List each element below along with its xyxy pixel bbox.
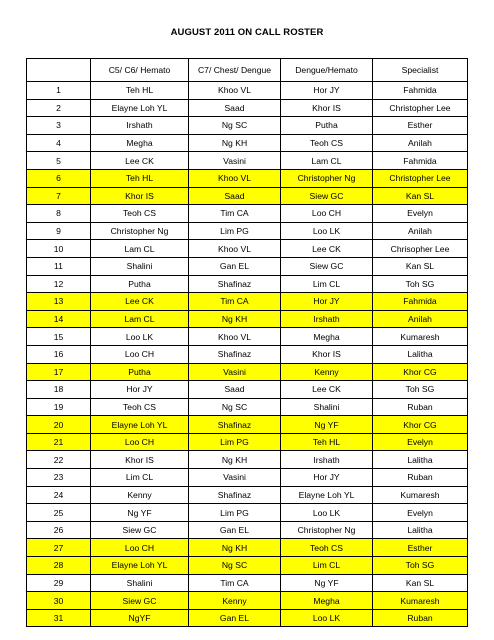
cell-day: 2 xyxy=(27,99,91,117)
cell-c7-chest-dengue: Shafinaz xyxy=(189,486,281,504)
cell-specialist: Toh SG xyxy=(373,557,468,575)
cell-specialist: Kan SL xyxy=(373,574,468,592)
cell-c5c6-hemato: Loo LK xyxy=(91,328,189,346)
cell-c5c6-hemato: Loo CH xyxy=(91,539,189,557)
cell-c5c6-hemato: Shalini xyxy=(91,257,189,275)
table-row xyxy=(27,310,468,328)
cell-dengue-hemato: Teoh CS xyxy=(281,539,373,557)
table-row xyxy=(27,521,468,539)
cell-c5c6-hemato: Christopher Ng xyxy=(91,222,189,240)
cell-day: 25 xyxy=(27,504,91,522)
cell-dengue-hemato: Lam CL xyxy=(281,152,373,170)
table-row xyxy=(27,257,468,275)
cell-dengue-hemato: Teoh CS xyxy=(281,134,373,152)
cell-c7-chest-dengue: Vasini xyxy=(189,152,281,170)
cell-specialist: Kan SL xyxy=(373,187,468,205)
cell-specialist: Kumaresh xyxy=(373,592,468,610)
cell-day: 27 xyxy=(27,539,91,557)
table-row xyxy=(27,381,468,399)
cell-specialist: Ruban xyxy=(373,398,468,416)
header-dengue-hemato: Dengue/Hemato xyxy=(281,59,373,82)
cell-day: 15 xyxy=(27,328,91,346)
cell-dengue-hemato: Lim CL xyxy=(281,275,373,293)
cell-specialist: Esther xyxy=(373,117,468,135)
cell-dengue-hemato: Christopher Ng xyxy=(281,169,373,187)
table-row xyxy=(27,557,468,575)
cell-c7-chest-dengue: Ng SC xyxy=(189,557,281,575)
cell-dengue-hemato: Teh HL xyxy=(281,433,373,451)
cell-specialist: Anilah xyxy=(373,310,468,328)
cell-c7-chest-dengue: Ng SC xyxy=(189,117,281,135)
table-row xyxy=(27,169,468,187)
cell-c7-chest-dengue: Khoo VL xyxy=(189,328,281,346)
table-row xyxy=(27,363,468,381)
cell-c5c6-hemato: Loo CH xyxy=(91,433,189,451)
cell-day: 31 xyxy=(27,609,91,627)
table-row xyxy=(27,275,468,293)
cell-dengue-hemato: Irshath xyxy=(281,310,373,328)
cell-c5c6-hemato: Lim CL xyxy=(91,469,189,487)
cell-c7-chest-dengue: Kenny xyxy=(189,592,281,610)
table-row xyxy=(27,187,468,205)
cell-day: 30 xyxy=(27,592,91,610)
table-row xyxy=(27,205,468,223)
cell-c7-chest-dengue: Khoo VL xyxy=(189,240,281,258)
cell-dengue-hemato: Khor IS xyxy=(281,99,373,117)
table-row xyxy=(27,328,468,346)
cell-c5c6-hemato: Lam CL xyxy=(91,240,189,258)
cell-c7-chest-dengue: Lim PG xyxy=(189,433,281,451)
cell-specialist: Ruban xyxy=(373,609,468,627)
cell-c5c6-hemato: Teh HL xyxy=(91,169,189,187)
cell-specialist: Fahmida xyxy=(373,152,468,170)
cell-c5c6-hemato: Siew GC xyxy=(91,521,189,539)
cell-c7-chest-dengue: Vasini xyxy=(189,469,281,487)
cell-c7-chest-dengue: Tim CA xyxy=(189,293,281,311)
cell-c5c6-hemato: Teoh CS xyxy=(91,398,189,416)
cell-c5c6-hemato: Teoh CS xyxy=(91,205,189,223)
table-row xyxy=(27,222,468,240)
cell-specialist: Christopher Lee xyxy=(373,169,468,187)
cell-day: 1 xyxy=(27,82,91,100)
cell-c5c6-hemato: Putha xyxy=(91,275,189,293)
cell-c7-chest-dengue: Ng KH xyxy=(189,451,281,469)
cell-dengue-hemato: Megha xyxy=(281,328,373,346)
cell-c7-chest-dengue: Tim CA xyxy=(189,205,281,223)
cell-day: 18 xyxy=(27,381,91,399)
cell-day: 12 xyxy=(27,275,91,293)
table-row xyxy=(27,504,468,522)
cell-specialist: Evelyn xyxy=(373,205,468,223)
table-row xyxy=(27,134,468,152)
table-row xyxy=(27,451,468,469)
cell-c5c6-hemato: Elayne Loh YL xyxy=(91,557,189,575)
cell-dengue-hemato: Putha xyxy=(281,117,373,135)
cell-day: 5 xyxy=(27,152,91,170)
cell-c7-chest-dengue: Saad xyxy=(189,381,281,399)
cell-c5c6-hemato: Kenny xyxy=(91,486,189,504)
cell-c7-chest-dengue: Khoo VL xyxy=(189,82,281,100)
cell-c5c6-hemato: Hor JY xyxy=(91,381,189,399)
cell-specialist: Esther xyxy=(373,539,468,557)
table-row xyxy=(27,398,468,416)
cell-specialist: Chrisopher Lee xyxy=(373,240,468,258)
cell-dengue-hemato: Elayne Loh YL xyxy=(281,486,373,504)
table-row xyxy=(27,592,468,610)
cell-c7-chest-dengue: Lim PG xyxy=(189,504,281,522)
cell-specialist: Lalitha xyxy=(373,521,468,539)
cell-day: 22 xyxy=(27,451,91,469)
cell-c7-chest-dengue: Vasini xyxy=(189,363,281,381)
cell-specialist: Ruban xyxy=(373,469,468,487)
cell-c5c6-hemato: Lee CK xyxy=(91,152,189,170)
cell-c7-chest-dengue: Gan EL xyxy=(189,257,281,275)
cell-day: 24 xyxy=(27,486,91,504)
cell-day: 28 xyxy=(27,557,91,575)
table-row xyxy=(27,469,468,487)
cell-c7-chest-dengue: Ng SC xyxy=(189,398,281,416)
table-row xyxy=(27,117,468,135)
cell-c7-chest-dengue: Gan EL xyxy=(189,609,281,627)
cell-c7-chest-dengue: Shafinaz xyxy=(189,345,281,363)
cell-day: 10 xyxy=(27,240,91,258)
table-row xyxy=(27,99,468,117)
cell-day: 4 xyxy=(27,134,91,152)
cell-dengue-hemato: Lim CL xyxy=(281,557,373,575)
cell-day: 8 xyxy=(27,205,91,223)
cell-dengue-hemato: Ng YF xyxy=(281,574,373,592)
header-specialist: Specialist xyxy=(373,59,468,82)
cell-day: 3 xyxy=(27,117,91,135)
cell-specialist: Toh SG xyxy=(373,275,468,293)
cell-day: 29 xyxy=(27,574,91,592)
cell-specialist: Anilah xyxy=(373,134,468,152)
cell-day: 21 xyxy=(27,433,91,451)
cell-dengue-hemato: Christopher Ng xyxy=(281,521,373,539)
cell-dengue-hemato: Hor JY xyxy=(281,469,373,487)
cell-c5c6-hemato: Putha xyxy=(91,363,189,381)
cell-c5c6-hemato: Loo CH xyxy=(91,345,189,363)
cell-dengue-hemato: Loo LK xyxy=(281,609,373,627)
cell-c7-chest-dengue: Shafinaz xyxy=(189,416,281,434)
cell-c5c6-hemato: Lam CL xyxy=(91,310,189,328)
cell-dengue-hemato: Kenny xyxy=(281,363,373,381)
cell-c7-chest-dengue: Lim PG xyxy=(189,222,281,240)
cell-specialist: Lalitha xyxy=(373,451,468,469)
cell-day: 11 xyxy=(27,257,91,275)
page-title: AUGUST 2011 ON CALL ROSTER xyxy=(170,27,324,38)
cell-c7-chest-dengue: Saad xyxy=(189,99,281,117)
cell-specialist: Kan SL xyxy=(373,257,468,275)
cell-specialist: Christopher Lee xyxy=(373,99,468,117)
cell-day: 13 xyxy=(27,293,91,311)
cell-dengue-hemato: Shalini xyxy=(281,398,373,416)
header-row xyxy=(27,59,468,82)
table-row xyxy=(27,152,468,170)
cell-day: 17 xyxy=(27,363,91,381)
cell-dengue-hemato: Hor JY xyxy=(281,82,373,100)
cell-specialist: Lalitha xyxy=(373,345,468,363)
cell-dengue-hemato: Khor IS xyxy=(281,345,373,363)
cell-dengue-hemato: Lee CK xyxy=(281,381,373,399)
roster-table xyxy=(26,58,468,627)
cell-specialist: Kumaresh xyxy=(373,486,468,504)
table-row xyxy=(27,416,468,434)
cell-c5c6-hemato: Khor IS xyxy=(91,451,189,469)
cell-c7-chest-dengue: Khoo VL xyxy=(189,169,281,187)
cell-day: 26 xyxy=(27,521,91,539)
cell-dengue-hemato: Siew GC xyxy=(281,187,373,205)
cell-specialist: Khor CG xyxy=(373,363,468,381)
cell-c5c6-hemato: Lee CK xyxy=(91,293,189,311)
cell-c5c6-hemato: Irshath xyxy=(91,117,189,135)
table-row xyxy=(27,574,468,592)
cell-day: 16 xyxy=(27,345,91,363)
cell-c7-chest-dengue: Ng KH xyxy=(189,134,281,152)
cell-c5c6-hemato: NgYF xyxy=(91,609,189,627)
table-row xyxy=(27,345,468,363)
cell-day: 7 xyxy=(27,187,91,205)
cell-specialist: Evelyn xyxy=(373,504,468,522)
cell-c7-chest-dengue: Shafinaz xyxy=(189,275,281,293)
cell-specialist: Kumaresh xyxy=(373,328,468,346)
cell-c5c6-hemato: Ng YF xyxy=(91,504,189,522)
cell-dengue-hemato: Loo LK xyxy=(281,222,373,240)
header-c5c6-hemato: C5/ C6/ Hemato xyxy=(91,59,189,82)
cell-c7-chest-dengue: Ng KH xyxy=(189,539,281,557)
cell-dengue-hemato: Loo LK xyxy=(281,504,373,522)
cell-day: 6 xyxy=(27,169,91,187)
table-row xyxy=(27,433,468,451)
cell-day: 19 xyxy=(27,398,91,416)
cell-specialist: Toh SG xyxy=(373,381,468,399)
cell-dengue-hemato: Ng YF xyxy=(281,416,373,434)
cell-c7-chest-dengue: Tim CA xyxy=(189,574,281,592)
cell-dengue-hemato: Loo CH xyxy=(281,205,373,223)
cell-dengue-hemato: Hor JY xyxy=(281,293,373,311)
cell-specialist: Fahmida xyxy=(373,82,468,100)
cell-day: 20 xyxy=(27,416,91,434)
cell-specialist: Khor CG xyxy=(373,416,468,434)
cell-dengue-hemato: Lee CK xyxy=(281,240,373,258)
cell-specialist: Evelyn xyxy=(373,433,468,451)
cell-c5c6-hemato: Khor IS xyxy=(91,187,189,205)
table-row xyxy=(27,609,468,627)
cell-c7-chest-dengue: Ng KH xyxy=(189,310,281,328)
table-row xyxy=(27,539,468,557)
cell-c5c6-hemato: Siew GC xyxy=(91,592,189,610)
table-row xyxy=(27,293,468,311)
table-row xyxy=(27,82,468,100)
cell-c5c6-hemato: Elayne Loh YL xyxy=(91,416,189,434)
cell-dengue-hemato: Siew GC xyxy=(281,257,373,275)
cell-c7-chest-dengue: Gan EL xyxy=(189,521,281,539)
cell-specialist: Anilah xyxy=(373,222,468,240)
table-row xyxy=(27,486,468,504)
table-row xyxy=(27,240,468,258)
cell-specialist: Fahmida xyxy=(373,293,468,311)
cell-c5c6-hemato: Elayne Loh YL xyxy=(91,99,189,117)
cell-day: 23 xyxy=(27,469,91,487)
cell-c5c6-hemato: Teh HL xyxy=(91,82,189,100)
header-day xyxy=(27,59,91,82)
cell-dengue-hemato: Irshath xyxy=(281,451,373,469)
cell-c5c6-hemato: Megha xyxy=(91,134,189,152)
cell-c7-chest-dengue: Saad xyxy=(189,187,281,205)
cell-day: 9 xyxy=(27,222,91,240)
cell-dengue-hemato: Megha xyxy=(281,592,373,610)
cell-c5c6-hemato: Shalini xyxy=(91,574,189,592)
cell-day: 14 xyxy=(27,310,91,328)
header-c7-chest-dengue: C7/ Chest/ Dengue xyxy=(189,59,281,82)
